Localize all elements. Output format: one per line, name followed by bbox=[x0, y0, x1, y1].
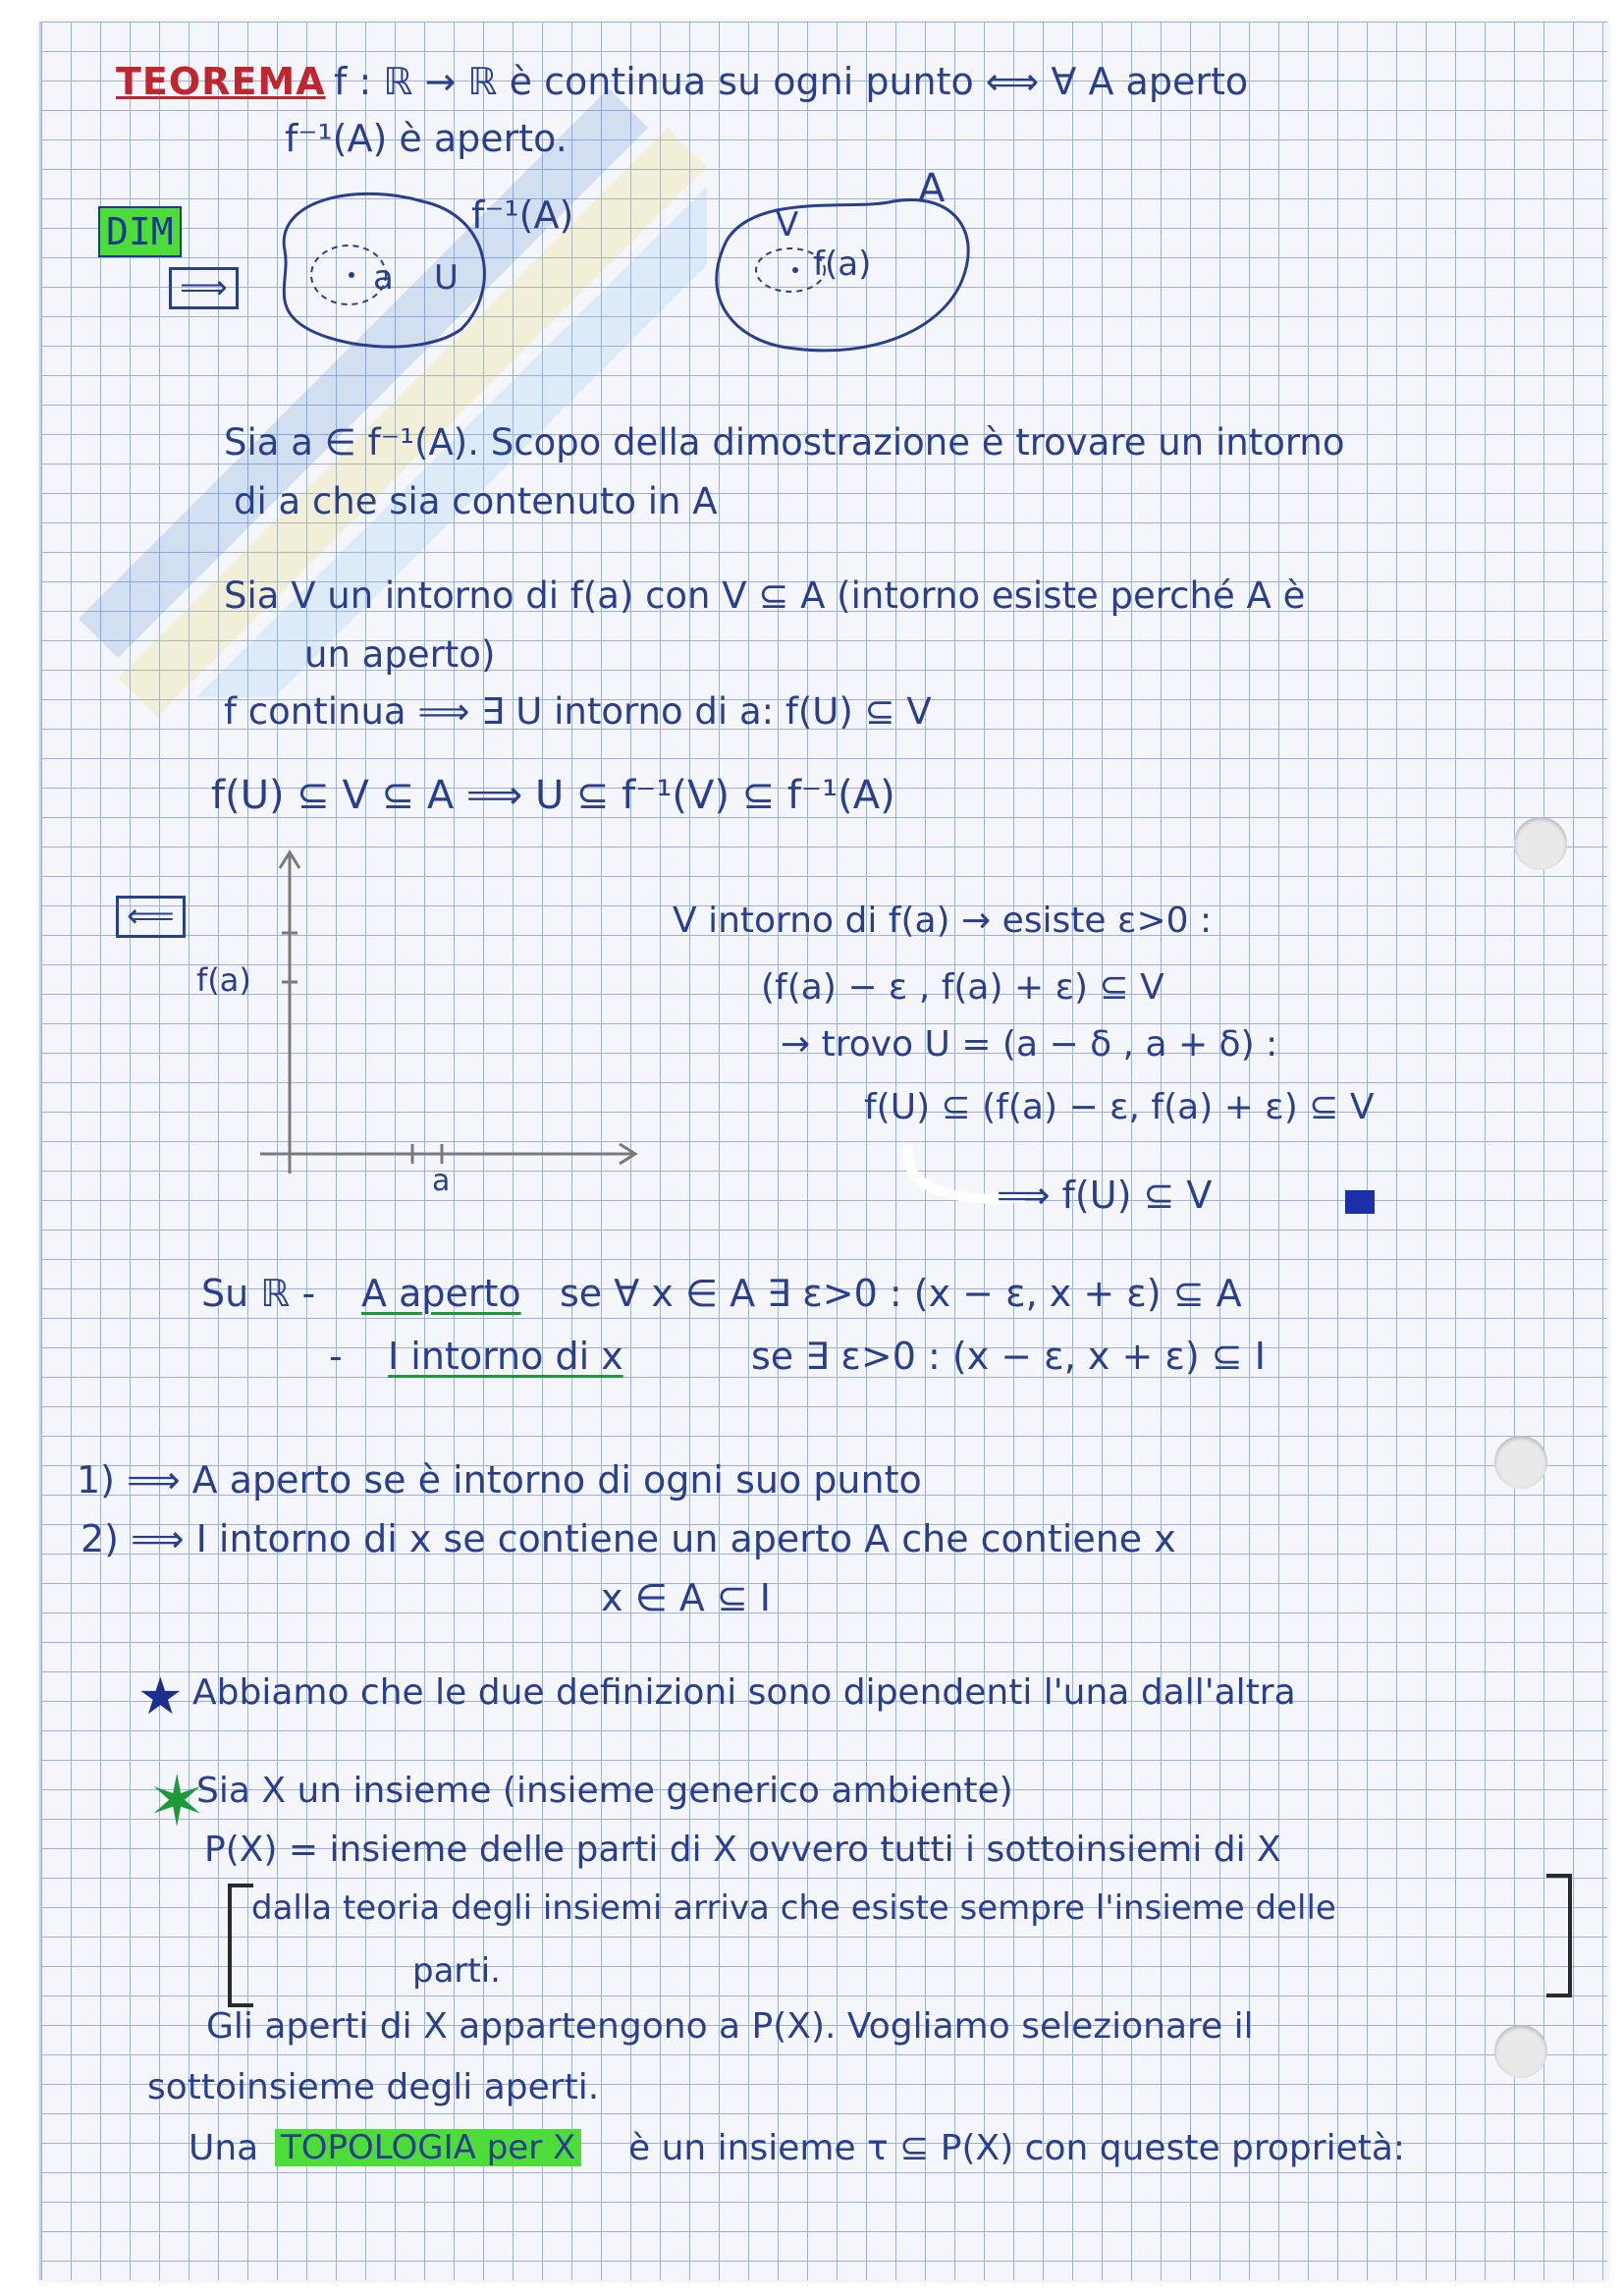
topology-definition: è un insieme τ ⊆ P(X) con queste proprietà: bbox=[628, 2128, 1406, 2168]
neighborhood-term: I intorno di x bbox=[388, 1335, 623, 1378]
right-bracket bbox=[1546, 1874, 1572, 1997]
equivalence-line: 2) ⟹ I intorno di x se contiene un aperto A che contiene x bbox=[81, 1517, 1176, 1560]
bracket-note-line: dalla teoria degli insiemi arriva che esiste sempre l'insieme delle bbox=[251, 1888, 1336, 1928]
preimage-point-label: a bbox=[373, 258, 394, 298]
equivalence-line: 1) ⟹ A aperto se è intorno di ogni suo punto bbox=[77, 1458, 922, 1502]
note-line: Abbiamo che le due definizioni sono dipendenti l'una dall'altra bbox=[192, 1672, 1296, 1713]
proof-line: di a che sia contenuto in A bbox=[234, 480, 718, 522]
star-bullet-icon: ★ bbox=[137, 1667, 184, 1726]
open-set-term: A aperto bbox=[361, 1272, 521, 1315]
topology-term: TOPOLOGIA per X bbox=[275, 2129, 581, 2166]
proof-line: Sia a ∈ f⁻¹(A). Scopo della dimostrazione è trovare un intorno bbox=[224, 421, 1345, 464]
preimage-neighborhood-label: U bbox=[434, 258, 459, 298]
preimage-set-label: f⁻¹(A) bbox=[471, 193, 574, 237]
graph-x-label: a bbox=[432, 1164, 451, 1198]
proof-label: DIM bbox=[98, 206, 182, 257]
graph-y-label: f(a) bbox=[196, 961, 251, 999]
proof-line: f(U) ⊆ (f(a) − ε, f(a) + ε) ⊆ V bbox=[864, 1087, 1375, 1127]
definition-dash: - bbox=[329, 1335, 343, 1378]
backward-direction-box: ⟸ bbox=[116, 896, 186, 938]
proof-line: f continua ⟹ ∃ U intorno di a: f(U) ⊆ V bbox=[224, 690, 932, 733]
topology-prefix: Una bbox=[189, 2128, 259, 2168]
binder-hole bbox=[1514, 817, 1567, 870]
proof-line: → trovo U = (a − δ , a + δ) : bbox=[781, 1024, 1278, 1065]
qed-square bbox=[1345, 1190, 1375, 1214]
image-neighborhood-label: V bbox=[776, 205, 799, 245]
left-bracket bbox=[228, 1884, 253, 2007]
binder-hole bbox=[1494, 2025, 1547, 2078]
definitions-prefix: Su ℝ - bbox=[201, 1272, 316, 1315]
green-star-icon: ✶ bbox=[147, 1760, 207, 1842]
bracket-note-line: parti. bbox=[412, 1951, 501, 1991]
proof-line: f(U) ⊆ V ⊆ A ⟹ U ⊆ f⁻¹(V) ⊆ f⁻¹(A) bbox=[211, 773, 895, 818]
forward-direction-box: ⟹ bbox=[169, 267, 239, 309]
open-sets-line: Gli aperti di X appartengono a P(X). Vogliamo selezionare il bbox=[206, 2006, 1254, 2047]
power-set-definition: P(X) = insieme delle parti di X ovvero tutti i sottoinsiemi di X bbox=[204, 1830, 1281, 1870]
equivalence-line: x ∈ A ⊆ I bbox=[601, 1576, 771, 1619]
image-point-label: f(a) bbox=[813, 245, 872, 284]
binder-hole bbox=[1494, 1436, 1547, 1489]
theorem-statement-line1: f : ℝ → ℝ è continua su ogni punto ⟺ ∀ A aperto bbox=[334, 60, 1249, 103]
proof-line: Sia V un intorno di f(a) con V ⊆ A (intorno esiste perché A è bbox=[224, 574, 1306, 617]
image-set-label: A bbox=[918, 166, 946, 211]
theorem-label: TEOREMA bbox=[116, 60, 326, 103]
proof-line: V intorno di f(a) → esiste ε>0 : bbox=[673, 901, 1213, 941]
open-sets-line: sottoinsieme degli aperti. bbox=[147, 2067, 600, 2107]
proof-line: un aperto) bbox=[304, 633, 496, 676]
theorem-statement-line2: f⁻¹(A) è aperto. bbox=[285, 117, 568, 160]
neighborhood-graph bbox=[250, 845, 663, 1198]
proof-conclusion: ⟹ f(U) ⊆ V bbox=[997, 1174, 1213, 1217]
neighborhood-definition: se ∃ ε>0 : (x − ε, x + ε) ⊆ I bbox=[751, 1335, 1266, 1378]
proof-line: (f(a) − ε , f(a) + ε) ⊆ V bbox=[761, 967, 1164, 1008]
note-line: Sia X un insieme (insieme generico ambiente) bbox=[196, 1771, 1013, 1811]
open-set-definition: se ∀ x ∈ A ∃ ε>0 : (x − ε, x + ε) ⊆ A bbox=[560, 1272, 1242, 1315]
